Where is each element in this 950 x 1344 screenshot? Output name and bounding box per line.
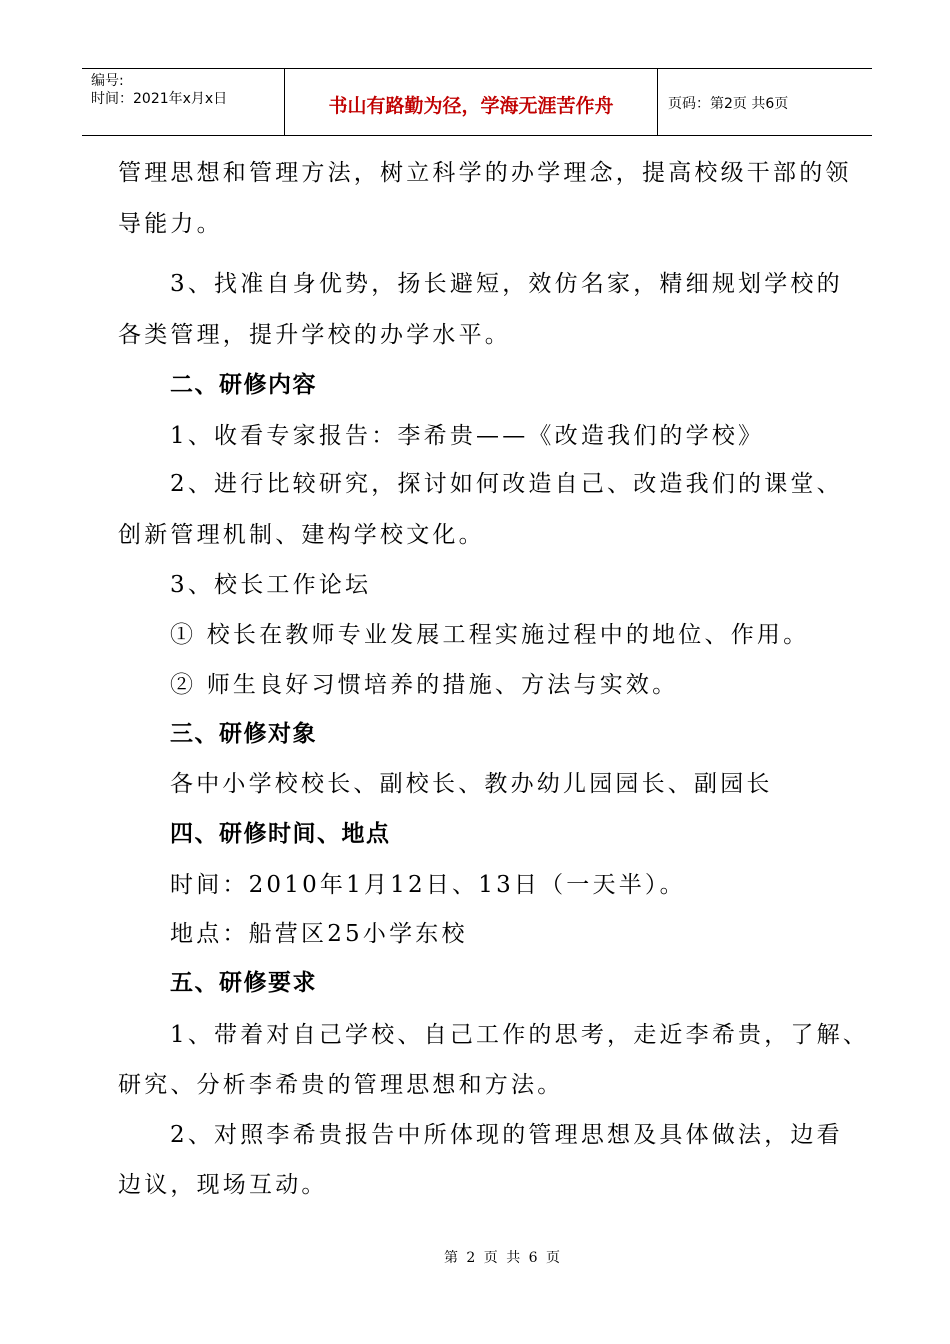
doc-number-label: 编号: [91, 73, 124, 89]
section-heading: 三、研修对象 [170, 721, 317, 747]
body-line: 创新管理机制、建构学校文化。 [118, 522, 485, 548]
body-line: 研究、分析李希贵的管理思想和方法。 [118, 1072, 564, 1098]
body-line: 2、对照李希贵报告中所体现的管理思想及具体做法，边看 [170, 1122, 843, 1148]
page-header [82, 68, 872, 136]
body-line: 3、找准自身优势，扬长避短，效仿名家，精细规划学校的 [170, 271, 843, 297]
body-line: ① 校长在教师专业发展工程实施过程中的地位、作用。 [170, 622, 810, 648]
body-line: 1、带着对自己学校、自己工作的思考，走近李希贵，了解、 [170, 1022, 870, 1048]
header-motto: 书山有路勤为径，学海无涯苦作舟 [285, 69, 658, 135]
body-line: 3、校长工作论坛 [170, 572, 372, 598]
body-line: 地点：船营区25小学东校 [170, 921, 468, 947]
body-line: 时间：2010年1月12日、13日（一天半）。 [170, 872, 686, 898]
body-line: 各类管理，提升学校的办学水平。 [118, 322, 511, 348]
body-line: 各中小学校校长、副校长、教办幼儿园园长、副园长 [170, 771, 773, 797]
section-heading: 二、研修内容 [170, 372, 317, 398]
body-line: 管理思想和管理方法，树立科学的办学理念，提高校级干部的领 [118, 160, 852, 186]
body-line: ② 师生良好习惯培养的措施、方法与实效。 [170, 672, 679, 698]
header-meta-cell [82, 69, 285, 135]
page-footer: 第 2 页 共 6 页 [443, 1250, 563, 1266]
section-heading: 四、研修时间、地点 [170, 821, 391, 847]
body-line: 2、进行比较研究，探讨如何改造自己、改造我们的课堂、 [170, 471, 843, 497]
body-line: 边议，现场互动。 [118, 1172, 328, 1198]
header-page-label: 页码：第2页 共6页 [668, 96, 789, 112]
body-line: 1、收看专家报告：李希贵——《改造我们的学校》 [170, 423, 765, 449]
section-heading: 五、研修要求 [170, 970, 317, 996]
doc-time-label: 时间：2021年x月x日 [91, 91, 228, 107]
body-line: 导能力。 [118, 211, 223, 237]
